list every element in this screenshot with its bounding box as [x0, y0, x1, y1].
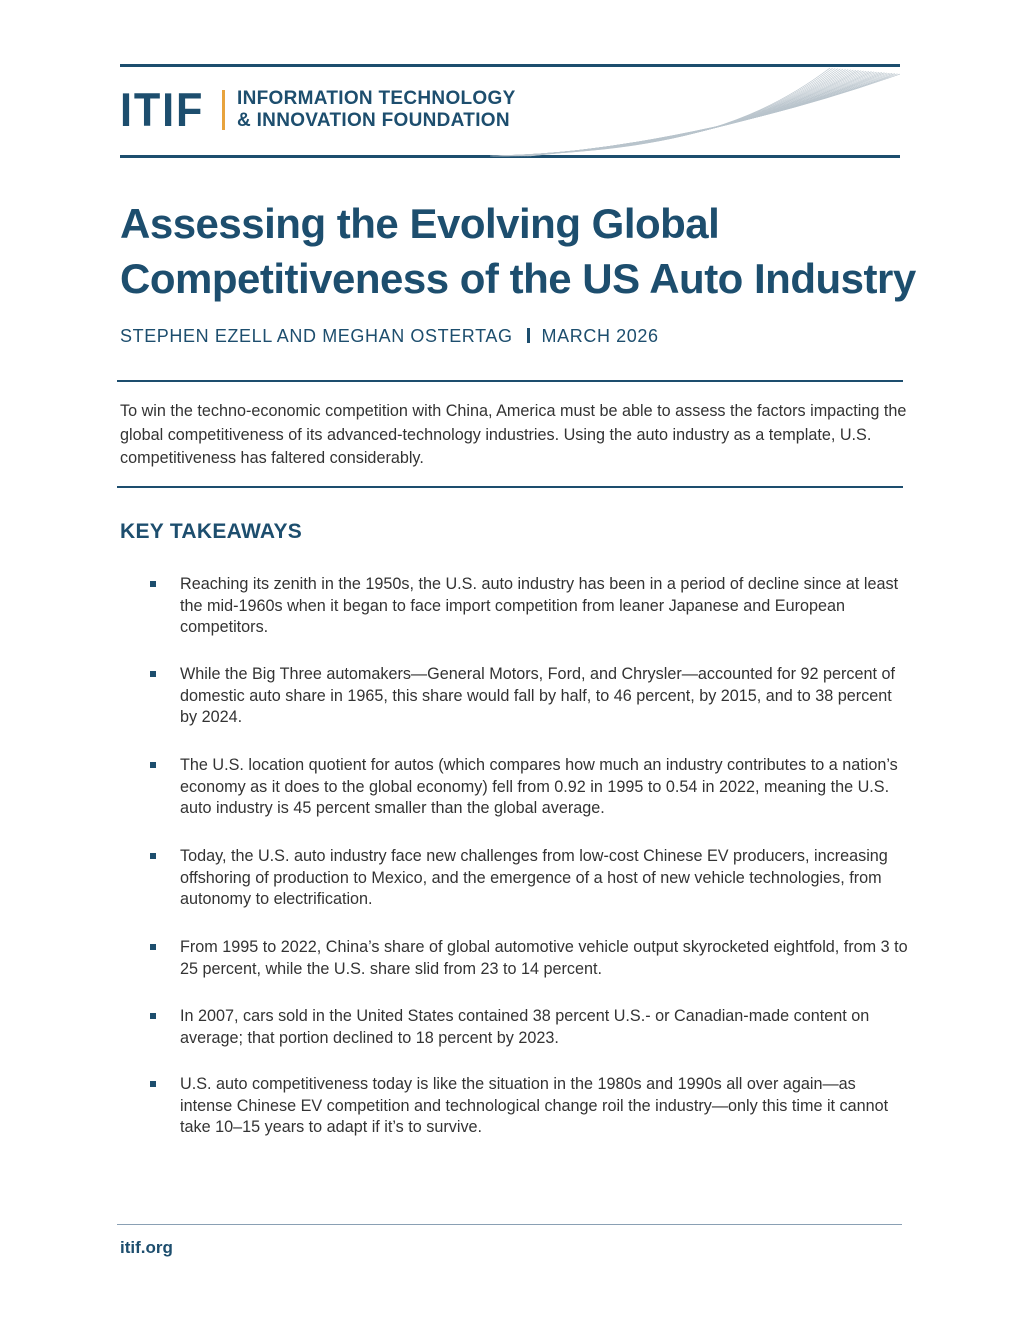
- logo-divider: [222, 90, 225, 130]
- logo-org-name-line1: INFORMATION TECHNOLOGY: [237, 88, 516, 109]
- wave-line: [511, 71, 867, 156]
- summary-top-rule: [117, 380, 903, 382]
- square-bullet-icon: [150, 581, 156, 587]
- square-bullet-icon: [150, 944, 156, 950]
- logo-org-name-line2: & INNOVATION FOUNDATION: [237, 110, 510, 131]
- wave-line: [491, 68, 832, 156]
- wave-line: [506, 70, 858, 156]
- takeaway-text: While the Big Three automakers—General Motors, Ford, and Chrysler—accounted for 92 percent of domestic auto share in 1965, this share would fall by half, to 46 percent, by 2015, and to 38 percent by 2024.: [180, 665, 895, 726]
- wave-line: [505, 70, 856, 156]
- summary-bottom-rule: [117, 486, 903, 488]
- square-bullet-icon: [150, 671, 156, 677]
- square-bullet-icon: [150, 1081, 156, 1087]
- wave-line: [493, 68, 835, 156]
- takeaway-item: [150, 1074, 910, 1139]
- wave-line: [500, 70, 848, 156]
- wave-line: [521, 73, 884, 156]
- wave-line: [494, 69, 837, 156]
- wave-line: [523, 73, 887, 156]
- wave-line: [529, 74, 898, 156]
- wave-line: [514, 72, 872, 156]
- footer-rule: [117, 1224, 902, 1225]
- byline-separator: [527, 328, 530, 343]
- wave-line: [502, 70, 851, 156]
- itif-logo[interactable]: [120, 83, 516, 136]
- wave-line: [497, 69, 843, 156]
- logo-org-name: [237, 88, 516, 132]
- takeaway-text: U.S. auto competitiveness today is like the situation in the 1980s and 1990s all over again—as intense Chinese EV competition and technological change roil the industry—only this time it cannot take 10–15 years to adapt if it’s to survive.: [180, 1075, 889, 1136]
- wave-line: [512, 71, 869, 156]
- wave-line: [515, 72, 874, 156]
- takeaway-text: The U.S. location quotient for autos (which compares how much an industry contributes to a nation’s economy as it does to the global economy) fell from 0.92 in 1995 to 0.54 in 2022, meaning the U.S. auto industry is 45 percent smaller than the global average.: [180, 756, 898, 817]
- takeaway-item: [150, 664, 910, 729]
- square-bullet-icon: [150, 853, 156, 859]
- takeaway-text: In 2007, cars sold in the United States contained 38 percent U.S.- or Canadian-made content on average; that portion declined to 18 percent by 2023.: [180, 1007, 870, 1047]
- wave-line: [496, 69, 840, 156]
- byline: [120, 326, 659, 347]
- square-bullet-icon: [150, 1013, 156, 1019]
- takeaway-item: [150, 574, 910, 639]
- takeaway-item: [150, 755, 910, 820]
- takeaway-item: [150, 846, 910, 911]
- takeaway-text: From 1995 to 2022, China’s share of global automotive vehicle output skyrocketed eightfold, from 3 to 25 percent, while the U.S. share slid from 23 to 14 percent.: [180, 938, 908, 978]
- wave-line: [499, 69, 846, 156]
- takeaway-item: [150, 937, 910, 980]
- report-title: Assessing the Evolving Global Competitiveness of the US Auto Industry: [120, 200, 916, 302]
- footer-site-link[interactable]: itif.org: [120, 1238, 173, 1257]
- wave-line: [524, 73, 890, 156]
- takeaway-text: Today, the U.S. auto industry face new challenges from low-cost Chinese EV producers, increasing offshoring of production to Mexico, and the emergence of a host of new vehicle technologies, from autonomy to electrification.: [180, 847, 888, 908]
- byline-authors: STEPHEN EZELL AND MEGHAN OSTERTAG: [120, 326, 513, 346]
- wave-line: [490, 68, 830, 156]
- takeaway-text: Reaching its zenith in the 1950s, the U.S. auto industry has been in a period of decline since at least the mid-1960s when it began to face import competition from leaner Japanese and European competitors.: [180, 575, 899, 636]
- takeaway-item: [150, 1006, 910, 1049]
- key-takeaways-heading: KEY TAKEAWAYS: [120, 520, 303, 543]
- report-summary: To win the techno-economic competition with China, America must be able to assess the factors impacting the global competitiveness of its advanced-technology industries. Using the auto industry as a template, U.S. competitiveness has faltered considerably.: [120, 402, 907, 467]
- logo-mark: ITIF: [120, 83, 205, 136]
- wave-line: [503, 70, 853, 156]
- square-bullet-icon: [150, 762, 156, 768]
- header-wave-graphic: [470, 66, 900, 158]
- byline-date: MARCH 2026: [541, 326, 659, 346]
